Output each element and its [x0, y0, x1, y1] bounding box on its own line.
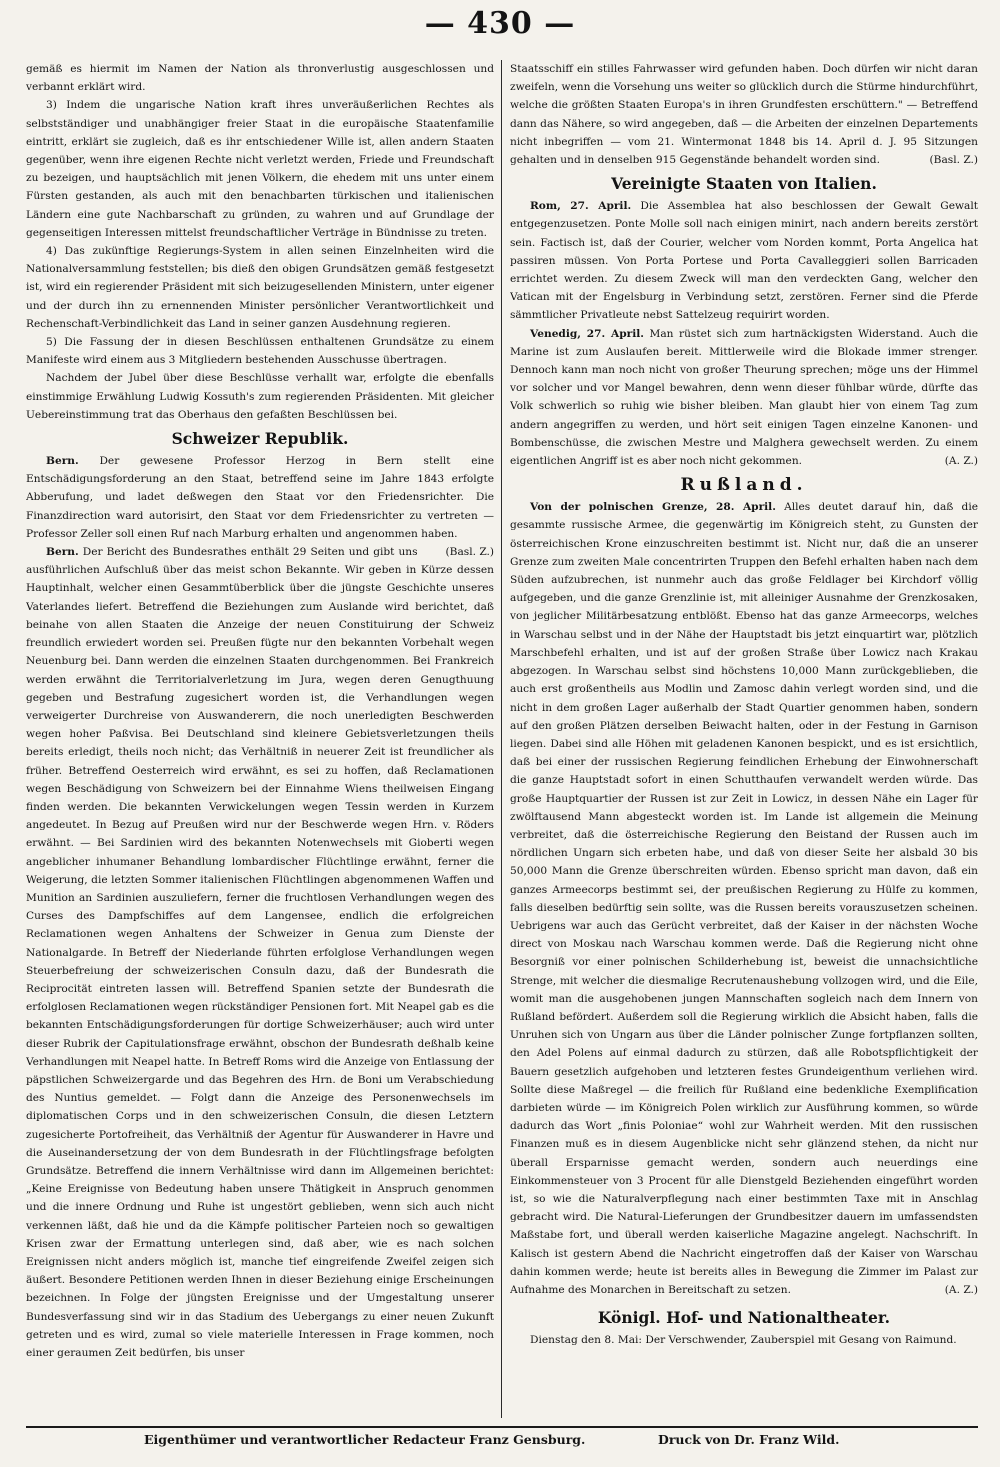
dateline: Rom, 27. April.: [530, 200, 632, 213]
section-heading-theater: Königl. Hof- und Nationaltheater.: [597, 1308, 891, 1328]
footer-editor: Eigenthümer und verantwortlicher Redacteur Franz Gensburg.: [144, 1432, 586, 1447]
page-number: — 430 —: [424, 6, 576, 41]
dateline: Bern.: [46, 546, 79, 559]
section-heading-italien: Vereinigte Staaten von Italien.: [611, 174, 877, 194]
article-text: Der gewesene Professor Herzog in Bern stellt eine Entschädigungsforderung an den Staat, betreffend seine im Jahre 1843 erfolgte Abberufung, und ladet deßwegen den Staat vor den Friedensrichter. Die Finanzdirection ward autorisirt, den Staat vor dem Friedensrichter zu vertreten — Professor Zeller soll einen Ruf nach Marburg erhalten und angenommen haben.: [26, 455, 494, 540]
article-bern-1: [26, 452, 494, 559]
source-tag: (Basl. Z.): [929, 154, 978, 167]
paragraph: 4) Das zukünftige Regierungs-System in allen seinen Einzelnheiten wird die Nationalversammlung feststellen; bis dieß den obigen Grundsätzen gemäß festgesetzt ist, wird ein regierender Präsident mit sich beizugesellenden Ministern, unter eigener und der durch ihn zu ernennenden Minister persönlicher Verantwortlichkeit und Rechenschaft-Verbindlichkeit das Land in seiner ganzen Ausdehnung regieren.: [26, 245, 494, 330]
right-column: [510, 60, 978, 1422]
article-text: Staatsschiff ein stilles Fahrwasser wird gefunden haben. Doch dürfen wir nicht daran zweifeln, wenn die Vorsehung uns weiter so glücklich durch die Stürme hindurchführt, welche die größten Staaten Europa's in ihren Grundfesten erschüttern." — Betreffend dann das Nähere, so wird angegeben, daß — die Arbeiten der einzelnen Departements nicht inbegriffen — vom 21. Wintermonat 1848 bis 14. April d. J. 95 Sitzungen gehalten und in denselben 915 Gegenstände behandelt worden sind.: [510, 63, 978, 167]
source-tag: (A. Z.): [944, 1284, 978, 1296]
dateline: Bern.: [46, 455, 79, 468]
paragraph: gemäß es hiermit im Namen der Nation als thronverlustig ausgeschlossen und verbannt erklärt wird.: [26, 63, 494, 94]
article-text: Der Bericht des Bundesrathes enthält 29 Seiten und gibt uns ausführlichen Aufschluß über das meist schon Bekannte. Wir geben in Kürze dessen Hauptinhalt, welcher einen Gesammtüberblick über die jüngste Geschichte unseres Vaterlandes liefert. Betreffend die Beziehungen zum Auslande wird berichtet, daß beinahe von allen Staaten die Anzeige der neuen Constituirung der Schweiz freundlich erwiedert worden sei. Preußen fügte nur den bekannten Vorbehalt wegen Neuenburg bei. Dann werden die einzelnen Staaten durchgenommen. Bei Frankreich werden erwähnt die Territorialverletzung im Jura, wegen deren Genugthuung gegeben und Bestrafung zugesichert worden ist, die Verhandlungen wegen verweigerter Durchreise von Auswanderern, die noch unerledigten Beschwerden wegen hoher Paßvisa. Bei Deutschland sind kleinere Gebietsverletzungen theils bereits erledigt, theils noch nicht; das Verhältniß in neuerer Zeit ist freundlicher als früher. Betreffend Oesterreich wird erwähnt, es sei zu hoffen, daß Reclamationen wegen Beschädigung von Schweizern bei der Einnahme Wiens theilweisen Eingang finden werden. Die bekannten Verwickelungen wegen Tessin werden in Kurzem angedeutet. In Bezug auf Preußen wird nur der Beschwerde wegen Hrn. v. Röders erwähnt. — Bei Sardinien wird des bekannten Notenwechsels mit Gioberti wegen angeblicher inhumaner Behandlung lombardischer Flüchtlinge erwähnt, ferner die Weigerung, die letzten Sommer italienischen Flüchtlingen abgenommenen Waffen und Munition an Sardinien auszuliefern, ferner die fruchtlosen Verhandlungen wegen des Curses des Dampfschiffes auf dem Langensee, endlich die erfolgreichen Reclamationen wegen Anhaltens der Schweizer in Genua zum Dienste der Nationalgarde. In Betreff der Niederlande führten erfolglose Verhandlungen wegen Steuerbefreiung der schweizerischen Consuln dazu, daß der Bundesrath die Reciprocität eintreten lassen will. Betreffend Spanien setzte der Bundesrath die erfolglosen Reclamationen wegen rückständiger Pensionen fort. Mit Neapel gab es die bekannten Entschädigungsforderungen für dortige Schweizerhäuser; auch wird unter dieser Rubrik der Capitulationsfrage erwähnt, obschon der Bundesrath deßhalb keine Verhandlungen mit Neapel hatte. In Betreff Roms wird die Anzeige von Entlassung der päpstlichen Schweizergarde und das Begehren des Hrn. de Boni um Verabschiedung des Nuntius gemeldet. — Folgt dann die Anzeige des Personenwechsels im diplomatischen Corps und in den schweizerischen Consuln, die diesen Letztern zugesicherte Portofreiheit, das Verhältniß der Agentur für Auswanderer in Havre und die Auseinandersetzung der von dem Bundesrath in der Flüchtlingsfrage befolgten Grundsätze. Betreffend die innern Verhältnisse wird dann im Allgemeinen berichtet: „Keine Ereignisse von Bedeutung haben unsere Thätigkeit in Anspruch genommen und die innere Ordnung und Ruhe ist ungestört geblieben, wenn sich auch nicht verkennen läßt, daß hie und da die Kämpfe politischer Parteien noch so gewaltigen Krisen zwar der Ermattung unterlegen sind, daß aber, wie es nach solchen Ereignissen nicht anders möglich ist, manche tief eingreifende Zweifel zeigen sich äußert. Besondere Petitionen werden Ihnen in dieser Beziehung einige Erscheinungen bezeichnen. In Folge der jüngsten Ereignisse und der Umgestaltung unserer Bundesverfassung sind wir in das Stadium des Uebergangs zu einer neuen Zukunft getreten und es wird, zumal so viele materielle Interessen in Frage kommen, noch einer geraumen Zeit bedürfen, bis unser: [26, 546, 494, 1360]
section-heading-russland: Rußland.: [680, 475, 808, 496]
footer-printer: Druck von Dr. Franz Wild.: [658, 1432, 840, 1447]
left-column: [26, 60, 494, 1422]
theater-notice: Dienstag den 8. Mai: Der Verschwender, Zauberspiel mit Gesang von Raimund.: [530, 1334, 957, 1347]
dateline: Venedig, 27. April.: [530, 327, 644, 340]
article-text: Alles deutet darauf hin, daß die gesammte russische Armee, die gegenwärtig im Königreich steht, zu Gunsten der österreichischen Krone einzuschreiten bestimmt ist. Nicht nur, daß die an unserer Grenze zum zweiten Male concentrirten Truppen den Befehl erhalten haben nach dem Süden aufzubrechen, ist nunmehr auch das große Feldlager bei Kirchdorf völlig aufgegeben, und die ganze Grenzlinie ist, mit alleiniger Ausnahme der Grenzkosaken, von jeglicher Militärbesatzung entblößt. Ebenso hat das ganze Armeecorps, welches in Warschau selbst und in der Nähe der Hauptstadt bis jetzt einquartirt war, plötzlich Marschbefehl erhalten, und ist auf der großen Straße über Lowicz nach Krakau abgezogen. In Warschau selbst sind höchstens 10,000 Mann zurückgeblieben, die auch erst großentheils aus Modlin und Zamosc dahin verlegt worden sind, und die nicht in dem großen Lager außerhalb der Stadt Quartier genommen haben, sondern auf den großen Plätzen derselben Beiwacht halten, oder in der Festung in Garnison liegen. Dabei sind alle Höhen mit geladenen Kanonen bespickt, und es ist ersichtlich, daß bei einer der russischen Regierung feindlichen Erhebung der Einwohnerschaft die ganze Hauptstadt sofort in einen Schutthaufen verwandelt werden würde. Das große Hauptquartier der Russen ist zur Zeit in Lowicz, in dessen Nähe ein Lager für zwölftausend Mann abgesteckt worden ist. Im Lande ist allgemein die Meinung verbreitet, daß die österreichische Regierung den Beistand der Russen auch im nördlichen Ungarn sich erbeten habe, und daß von dieser Seite her alsbald 30 bis 50,000 Mann die Grenze überschreiten würden. Ebenso spricht man davon, daß ein ganzes Armeecorps bestimmt sei, der preußischen Regierung zu Hülfe zu kommen, falls dieselben bedürftig sein sollte, was die Russen bereits vorauszusetzen scheinen. Uebrigens war auch das Gerücht verbreitet, daß der Kaiser in der nächsten Woche direct von Moskau nach Warschau kommen werde. Daß die Regierung nicht ohne Besorgniß vor einer polnischen Schilderhebung ist, beweist die unnachsichtliche Strenge, mit welcher die diesmalige Recrutenaushebung vollzogen wird, und die Eile, womit man die ausgehobenen jungen Mannschaften sogleich nach dem Innern von Rußland befördert. Außerdem soll die Regierung wirklich die Absicht haben, falls die Unruhen sich von Ungarn aus über die Länder polnischer Zunge fortpflanzen sollten, den Adel Polens auf einmal dadurch zu stürzen, daß alle Robotspflichtigkeit der Bauern gesetzlich aufgehoben und letzteren festes Grundeigenthum verliehen wird. Sollte diese Maßregel — die freilich für Rußland eine bedenkliche Exemplification darbieten würde — im Königreich Polen wirklich zur Ausführung kommen, so würde dadurch das Wort „finis Poloniae“ wohl zur Wahrheit werden. Mit den russischen Finanzen muß es in diesem Augenblicke nicht sehr glänzend stehen, da nicht nur überall Ersparnisse gemacht werden, sondern auch neuerdings eine Einkommensteuer von 3 Procent für alle Dienstgeld Beziehenden eingeführt worden ist, so wie die Naturalverpflegung nach einer bestimmten Taxe mit in Anschlag gebracht wird. Die Natural-Lieferungen der Grundbesitzer dauern im umfassendsten Maßstabe fort, und überall werden kaiserliche Magazine angelegt. Nachschrift. In Kalisch ist gestern Abend die Nachricht eingetroffen daß der Kaiser von Warschau dahin kommen werde; heute ist bereits alles in Bewegung die Zimmer im Palast zur Aufnahme des Monarchen in Bereitschaft zu setzen.: [510, 501, 978, 1296]
column-divider: [501, 60, 502, 1418]
article-text: Man rüstet sich zum hartnäckigsten Widerstand. Auch die Marine ist zum Auslaufen bereit. Mittlerweile wird die Blokade immer strenger. Dennoch kann man noch nicht von großer Theurung sprechen; möge uns der Himmel vor solcher und vor Mangel bewahren, denn wenn dieser fühlbar würde, dürfte das Volk schwerlich so ruhig wie bisher bleiben. Man glaubt hier von einem Tag zum andern angegriffen zu werden, und hört seit einigen Tagen einzelne Kanonen- und Bombenschüsse, die zwischen Mestre und Malghera gewechselt werden. Zu einem eigentlichen Angriff ist es aber noch nicht gekommen.: [510, 327, 978, 468]
section-heading-schweiz: Schweizer Republik.: [171, 429, 349, 449]
article-venedig: [510, 325, 978, 471]
paragraph: [510, 60, 978, 169]
paragraph: Nachdem der Jubel über diese Beschlüsse verhallt war, erfolgte die ebenfalls einstimmige Erwählung Ludwig Kossuth's zum regierenden Präsidenten. Mit gleicher Uebereinstimmung trat das Oberhaus den gefaßten Beschlüssen bei.: [26, 372, 494, 421]
source-tag: (Basl. Z.): [445, 546, 494, 559]
paragraph: 5) Die Fassung der in diesen Beschlüssen enthaltenen Grundsätze zu einem Manifeste wird einem aus 3 Mitgliedern bestehenden Ausschusse übertragen.: [26, 336, 494, 367]
article-rom: [510, 197, 978, 324]
article-polen: [510, 498, 978, 1299]
footer-divider: [26, 1426, 978, 1428]
paragraph: 3) Indem die ungarische Nation kraft ihres unveräußerlichen Rechtes als selbstständiger und unabhängiger freier Staat in die europäische Staatenfamilie eintritt, erklärt sie zugleich, daß es ihr entschiedener Wille ist, allen andern Staaten gegenüber, wenn ihre eigenen Rechte nicht verletzt werden, Friede und Freundschaft zu bezeigen, und hauptsächlich mit jenen Völkern, die ehedem mit uns unter einem Fürsten gestanden, als auch mit den benachbarten türkischen und italienischen Ländern eine gute Nachbarschaft zu gründen, zu wahren und auf Grundlage der gegenseitigen Interessen mittelst freundschaftlicher Verträge in Bündnisse zu treten.: [26, 99, 494, 239]
article-text: Die Assemblea hat also beschlossen der Gewalt Gewalt entgegenzusetzen. Ponte Molle soll nach einigen minirt, nach andern bereits zerstört sein. Factisch ist, daß der Courier, welcher vom Norden kommt, Porta Angelica hat passiren müssen. Von Porta Portese und Porta Cavalleggieri sollen Barricaden errichtet werden. Zu diesem Zweck will man den verdeckten Gang, welcher den Vatican mit der Engelsburg in Verbindung setzt, zerstören. Ferner sind die Pferde sämmtlicher Privatleute nebst Sattelzeug requirirt worden.: [510, 200, 978, 322]
dateline: Von der polnischen Grenze, 28. April.: [530, 501, 776, 514]
article-bern-2: [26, 543, 494, 1362]
source-tag: (A. Z.): [944, 455, 978, 468]
